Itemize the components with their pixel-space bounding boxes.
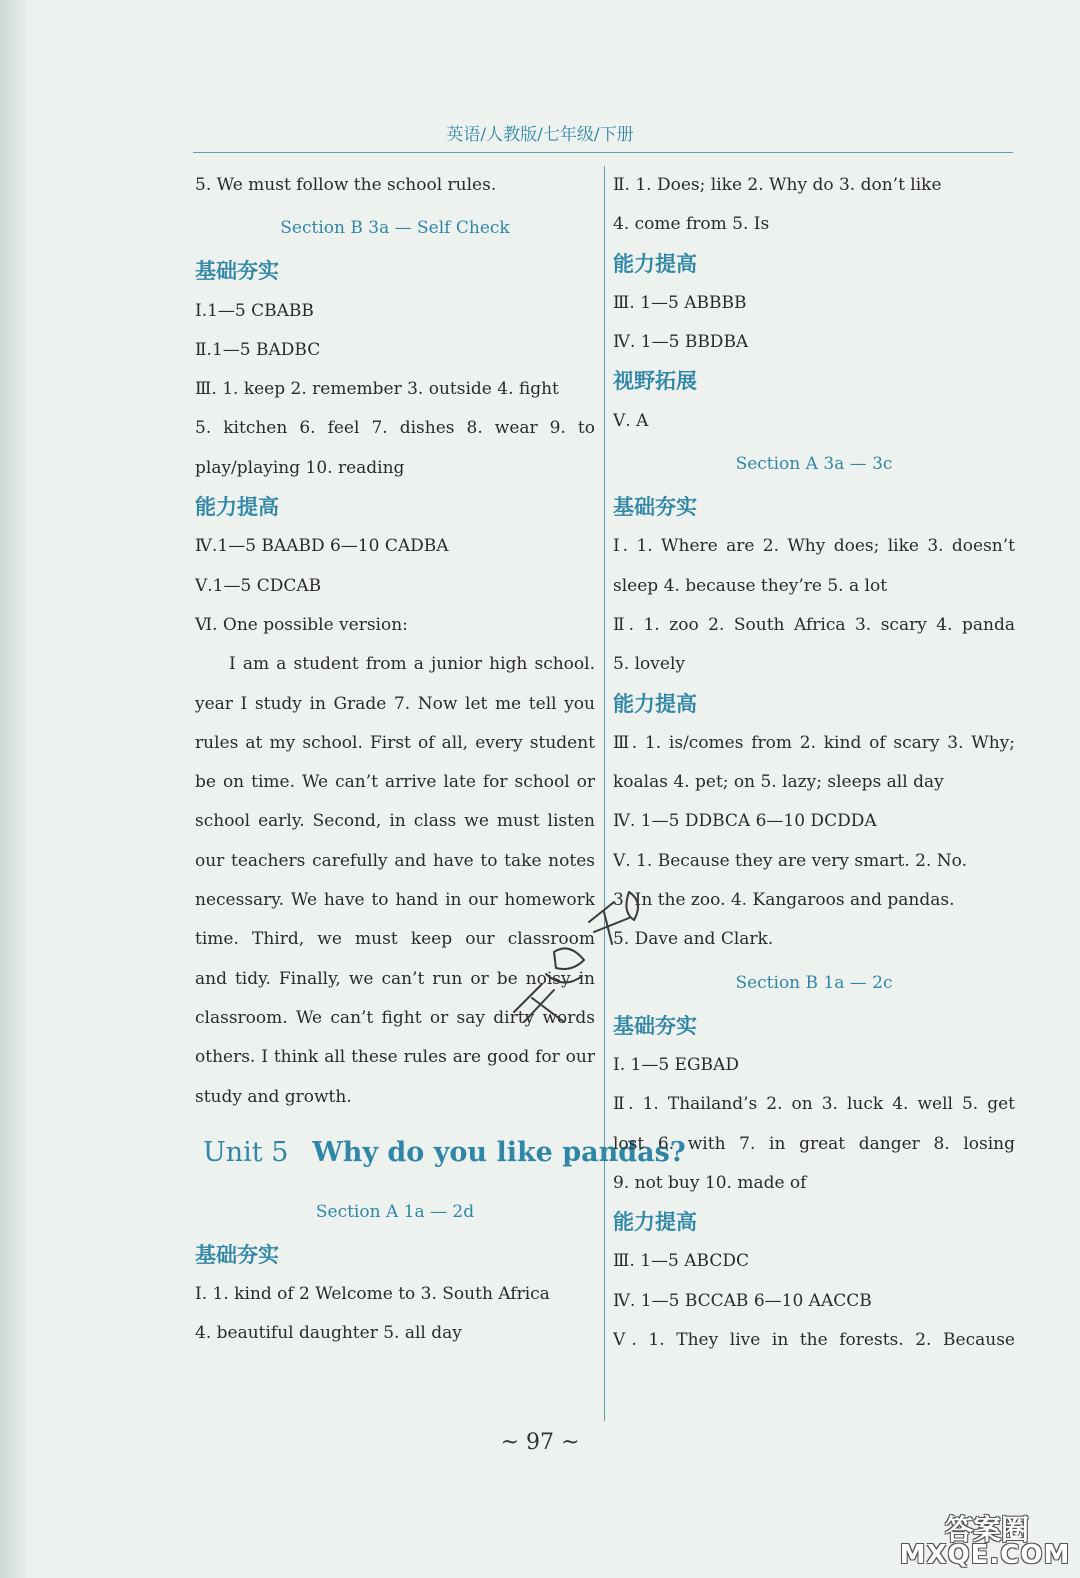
answer-line: 3. In the zoo. 4. Kangaroos and pandas. (613, 890, 955, 911)
section-heading: 能力提高 (195, 495, 279, 520)
section-title: Section B 3a — Self Check (280, 218, 510, 239)
answer-line: school early. Second, in class we must listen (195, 811, 595, 832)
answer-line: Ⅳ. 1—5 BBDBA (613, 332, 749, 353)
answer-line: our teachers carefully and have to take notes (195, 850, 595, 871)
answer-line: 5. We must follow the school rules. (195, 175, 497, 195)
handwritten-stamp-mark (494, 872, 664, 1042)
answer-line: classroom. We can’t fight or say dirty words (195, 1007, 595, 1028)
answer-line: Ⅰ. 1. Where are 2. Why does; like 3. doesn’t (613, 536, 1015, 557)
answer-line: Ⅱ. 1. Does; like 2. Why do 3. don’t like (613, 175, 942, 195)
answer-line: 5. lovely (613, 654, 686, 675)
section-title: Section A 1a — 2d (315, 1201, 475, 1222)
answer-line: others. I think all these rules are good for our (195, 1047, 595, 1068)
page-number: ~ 97 ~ (500, 1430, 580, 1455)
section-heading: 基础夯实 (613, 495, 697, 520)
left-column-lines-after-unit (195, 1189, 595, 1354)
answer-line: Ⅲ. 1. is/comes from 2. kind of scary 3. Why; (613, 732, 1015, 753)
answer-line: necessary. We have to hand in our homework (195, 890, 595, 911)
answer-line: Ⅴ. 1. Because they are very smart. 2. No. (613, 850, 968, 871)
answer-line: be on time. We can’t arrive late for school or (195, 772, 595, 793)
page-header-title: 英语/人教版/七年级/下册 (446, 125, 634, 145)
answer-line: Ⅲ. 1—5 ABCDC (613, 1251, 749, 1272)
answer-line: Ⅳ.1—5 BAABD 6—10 CADBA (195, 536, 449, 557)
answer-line: Ⅳ. 1—5 DDBCA 6—10 DCDDA (613, 811, 877, 832)
answer-line: Ⅴ. 1. They live in the forests. 2. Because (613, 1330, 1015, 1351)
answer-line: Ⅴ. A (613, 410, 649, 431)
answer-line: 4. come from 5. Is (613, 214, 770, 235)
unit-title (195, 1117, 686, 1189)
answer-line: koalas 4. pet; on 5. lazy; sleeps all day (613, 772, 944, 793)
answer-line: I am a student from a junior high school. (229, 654, 595, 675)
watermark-logo: 答案圈 (944, 1513, 1029, 1546)
answer-line: 4. beautiful daughter 5. all day (195, 1323, 462, 1344)
section-heading: 视野拓展 (613, 369, 697, 394)
section-heading: 能力提高 (613, 691, 697, 716)
answer-line: Ⅱ.1—5 BADBC (195, 339, 321, 360)
right-column-lines (613, 166, 1015, 1360)
unit-heading: Why do you like pandas? (312, 1136, 686, 1168)
book-spine-shadow (0, 0, 26, 1578)
section-heading: 能力提高 (613, 1210, 697, 1235)
answer-line: Ⅰ. 1. kind of 2 Welcome to 3. South Africa (195, 1284, 550, 1305)
answer-line: lost 6. with 7. in great danger 8. losing (613, 1133, 1015, 1154)
column-divider (604, 166, 605, 1421)
section-title: Section B 1a — 2c (735, 972, 893, 993)
site-watermark (895, 1508, 1075, 1574)
answer-line: Ⅳ. 1—5 BCCAB 6—10 AACCB (613, 1290, 872, 1311)
header-divider (193, 152, 1013, 153)
answer-line: 5. Dave and Clark. (613, 929, 774, 950)
answer-line: Ⅰ.1—5 CBABB (195, 300, 314, 321)
answer-line: Ⅱ. 1. zoo 2. South Africa 3. scary 4. panda (613, 614, 1015, 635)
answer-line: year I study in Grade 7. Now let me tell you (195, 693, 595, 714)
answer-line: Ⅰ. 1—5 EGBAD (613, 1054, 739, 1075)
answer-line: sleep 4. because they’re 5. a lot (613, 575, 888, 596)
answer-line: 9. not buy 10. made of (613, 1172, 807, 1193)
watermark-url: MXQE.COM (899, 1540, 1071, 1570)
answer-line: Ⅲ. 1—5 ABBBB (613, 292, 747, 313)
answer-line: 5. kitchen 6. feel 7. dishes 8. wear 9. to (195, 418, 595, 439)
answer-line: and tidy. Finally, we can’t run or be noisy in (195, 968, 595, 989)
answer-line: play/playing 10. reading (195, 457, 405, 478)
section-heading: 基础夯实 (613, 1013, 697, 1038)
section-heading: 基础夯实 (195, 1242, 279, 1267)
section-title: Section A 3a — 3c (735, 454, 893, 475)
answer-line: rules at my school. First of all, every student (195, 732, 595, 753)
right-column (613, 166, 1015, 1360)
section-heading: 基础夯实 (195, 259, 279, 284)
section-heading: 能力提高 (613, 251, 697, 276)
answer-line: Ⅵ. One possible version: (195, 614, 408, 635)
answer-line: time. Third, we must keep our classroom (195, 929, 595, 950)
unit-number: Unit 5 (203, 1136, 289, 1168)
answer-line: Ⅱ. 1. Thailand’s 2. on 3. luck 4. well 5. get (613, 1094, 1015, 1115)
answer-line: Ⅴ.1—5 CDCAB (195, 575, 322, 596)
answer-line: study and growth. (195, 1086, 352, 1107)
answer-line: Ⅲ. 1. keep 2. remember 3. outside 4. fight (195, 379, 559, 400)
